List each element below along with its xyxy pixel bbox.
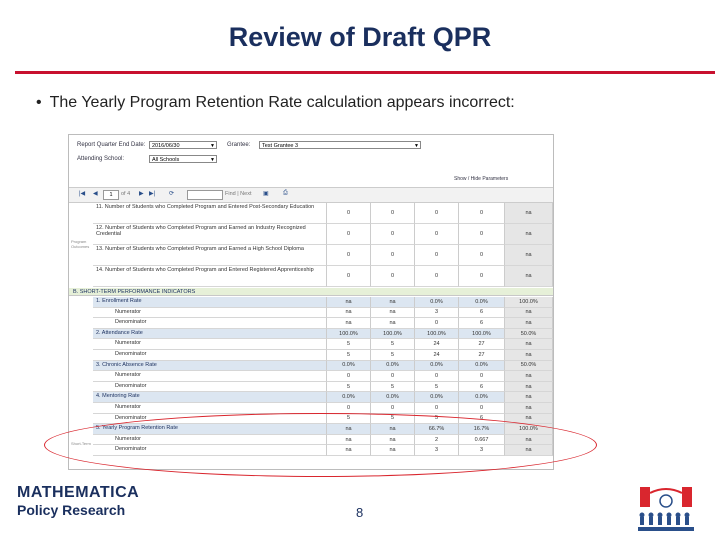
table-row [69,245,553,266]
row-label: 12. Number of Students who Completed Program and Earned an Industry Recognized Credential [93,224,327,245]
table-cell: na [327,308,371,319]
table-cell: na [505,403,553,414]
report-toolbar [69,187,553,203]
table-cell: na [327,435,371,446]
table-cell: 0.0% [415,392,459,403]
title-divider [15,71,715,74]
table-cell: na [505,445,553,456]
table-cell: na [371,424,415,435]
table-cell: 0.667 [459,435,505,446]
quarter-select[interactable] [149,141,217,149]
row-label: Numerator [93,403,327,414]
table-cell: 0.0% [459,392,505,403]
table-cell: na [505,414,553,425]
table-cell: 0.0% [371,392,415,403]
table-cell: 50.0% [505,361,553,372]
table-cell: 0 [327,403,371,414]
table-row [69,403,553,414]
table-cell: 100.0% [415,329,459,340]
page-number: 8 [356,505,364,520]
row-label: Numerator [93,339,327,350]
row-label: Denominator [93,382,327,393]
table-row [69,371,553,382]
table-row [69,329,553,340]
chevron-down-icon: ▼ [210,143,215,149]
table-cell: 0 [459,403,505,414]
table-cell: 100.0% [459,329,505,340]
prev-page-icon[interactable]: ◀ [93,191,98,197]
table-cell: 0 [415,245,459,266]
row-label: 4. Mentoring Rate [93,392,327,403]
table-cell: na [505,224,553,245]
table-cell: 0 [459,371,505,382]
table-row [69,350,553,361]
table-cell: 5 [371,414,415,425]
table-cell: na [327,297,371,308]
find-next-link[interactable]: Find | Next [225,191,252,197]
table-cell: na [505,392,553,403]
table-row [69,382,553,393]
table-cell: 0 [327,224,371,245]
school-select[interactable] [149,155,217,163]
table-cell: 0 [327,245,371,266]
page-of-label: of 4 [121,191,131,197]
table-row [69,308,553,319]
side-label-outcomes: Program Outcomes [71,239,90,249]
table-cell: 0 [371,224,415,245]
bullet-label: The Yearly Program Retention Rate calculation appears incorrect: [49,94,515,111]
mathematica-logo [17,484,139,518]
row-label: Denominator [93,445,327,456]
table-row [69,224,553,245]
grantee-value: Test Grantee 3 [262,143,299,149]
table-cell: 27 [459,350,505,361]
school-label: Attending School: [77,156,125,162]
highlight-oval [44,413,597,477]
table-cell: 0.0% [459,297,505,308]
table-cell: 50.0% [505,329,553,340]
logo-line1: MATHEMATICA [17,484,140,501]
table-cell: 24 [415,339,459,350]
table-cell: 0.0% [415,361,459,372]
table-cell: na [371,318,415,329]
last-page-icon[interactable]: ▶| [149,191,156,197]
table-cell: na [371,435,415,446]
export-icon[interactable]: ▣ [263,191,269,197]
table-cell: 0 [415,203,459,224]
outcomes-table [69,203,553,287]
table-cell: na [505,266,553,287]
table-cell: na [505,382,553,393]
row-label: Numerator [93,308,327,319]
table-cell: 0 [327,371,371,382]
row-label: Numerator [93,371,327,382]
next-page-icon[interactable]: ▶ [139,191,144,197]
table-cell: 6 [459,382,505,393]
table-cell: na [505,435,553,446]
table-cell: 6 [459,414,505,425]
table-cell: 0 [415,371,459,382]
side-label-stpi: Short-Term [71,441,91,446]
report-filters [69,135,553,185]
table-cell: 5 [327,382,371,393]
table-cell: 5 [371,350,415,361]
table-row [69,361,553,372]
table-cell: 0 [459,266,505,287]
table-cell: na [505,318,553,329]
table-cell: na [371,308,415,319]
table-cell: na [505,371,553,382]
program-seal-icon [634,485,698,533]
logo-line2: Policy Research [17,502,126,518]
table-row [69,297,553,308]
table-cell: 0 [371,371,415,382]
table-cell: 0 [327,203,371,224]
row-label: 2. Attendance Rate [93,329,327,340]
table-row [69,266,553,287]
table-cell: na [327,318,371,329]
row-label: Numerator [93,435,327,446]
table-cell: 3 [415,445,459,456]
table-cell: 0 [327,266,371,287]
table-row [69,392,553,403]
row-label: 5. Yearly Program Retention Rate [93,424,327,435]
table-cell: na [371,297,415,308]
table-cell: 0 [459,224,505,245]
print-icon[interactable]: ⎙ [283,190,288,196]
table-cell: 5 [327,414,371,425]
row-label: 14. Number of Students who Completed Program and Entered Registered Apprenticeship [93,266,327,287]
grantee-select[interactable] [259,141,421,149]
table-cell: na [327,445,371,456]
section-header: B. SHORT-TERM PERFORMANCE INDICATORS [69,288,553,296]
table-cell: 5 [371,382,415,393]
page-input[interactable]: 1 [103,190,119,200]
table-cell: 66.7% [415,424,459,435]
table-cell: 0 [415,224,459,245]
grantee-label: Grantee: [227,142,251,148]
table-row [69,339,553,350]
table-cell: 5 [415,414,459,425]
row-label: Denominator [93,318,327,329]
table-cell: 100.0% [505,424,553,435]
table-cell: 0.0% [327,392,371,403]
quarter-value: 2016/06/30 [152,143,180,149]
table-cell: 0.0% [415,297,459,308]
table-cell: 0 [371,245,415,266]
table-cell: na [371,445,415,456]
table-cell: 24 [415,350,459,361]
table-row [69,318,553,329]
table-cell: 0 [371,266,415,287]
table-cell: 5 [415,382,459,393]
table-cell: 0.0% [371,361,415,372]
first-page-icon[interactable]: |◀ [79,191,86,197]
table-cell: na [505,245,553,266]
table-cell: 2 [415,435,459,446]
parameters-toggle[interactable]: Show / Hide Parameters [454,176,509,182]
quarter-label: Report Quarter End Date: [77,142,146,148]
table-cell: 0 [371,203,415,224]
row-label: 11. Number of Students who Completed Program and Entered Post-Secondary Education [93,203,327,224]
bullet-text [36,94,515,112]
table-cell: na [505,350,553,361]
table-cell: na [327,424,371,435]
table-cell: 0.0% [327,361,371,372]
row-label: Denominator [93,350,327,361]
table-cell: 3 [459,445,505,456]
table-cell: 0 [459,203,505,224]
table-cell: na [505,339,553,350]
table-cell: 27 [459,339,505,350]
table-cell: 0 [415,318,459,329]
school-value: All Schools [152,157,180,163]
row-label: 1. Enrollment Rate [93,297,327,308]
table-cell: 5 [327,350,371,361]
row-label: 13. Number of Students who Completed Program and Earned a High School Diploma [93,245,327,266]
row-label: 3. Chronic Absence Rate [93,361,327,372]
table-cell: 100.0% [327,329,371,340]
slide-title: Review of Draft QPR [228,22,492,52]
chevron-down-icon: ▼ [210,157,215,163]
table-cell: 6 [459,318,505,329]
table-cell: na [505,308,553,319]
table-cell: 0 [415,403,459,414]
table-cell: 5 [327,339,371,350]
bullet-icon: • [36,94,42,111]
table-cell: 0 [459,245,505,266]
table-cell: 0 [415,266,459,287]
table-cell: na [505,203,553,224]
table-cell: 16.7% [459,424,505,435]
table-cell: 0.0% [459,361,505,372]
chevron-down-icon: ▼ [414,143,419,149]
table-cell: 100.0% [371,329,415,340]
table-cell: 100.0% [505,297,553,308]
refresh-icon[interactable]: ⟳ [169,191,175,197]
table-cell: 3 [415,308,459,319]
row-label: Denominator [93,414,327,425]
table-row [69,203,553,224]
table-cell: 0 [371,403,415,414]
table-cell: 6 [459,308,505,319]
find-input[interactable] [187,190,223,200]
table-cell: 5 [371,339,415,350]
